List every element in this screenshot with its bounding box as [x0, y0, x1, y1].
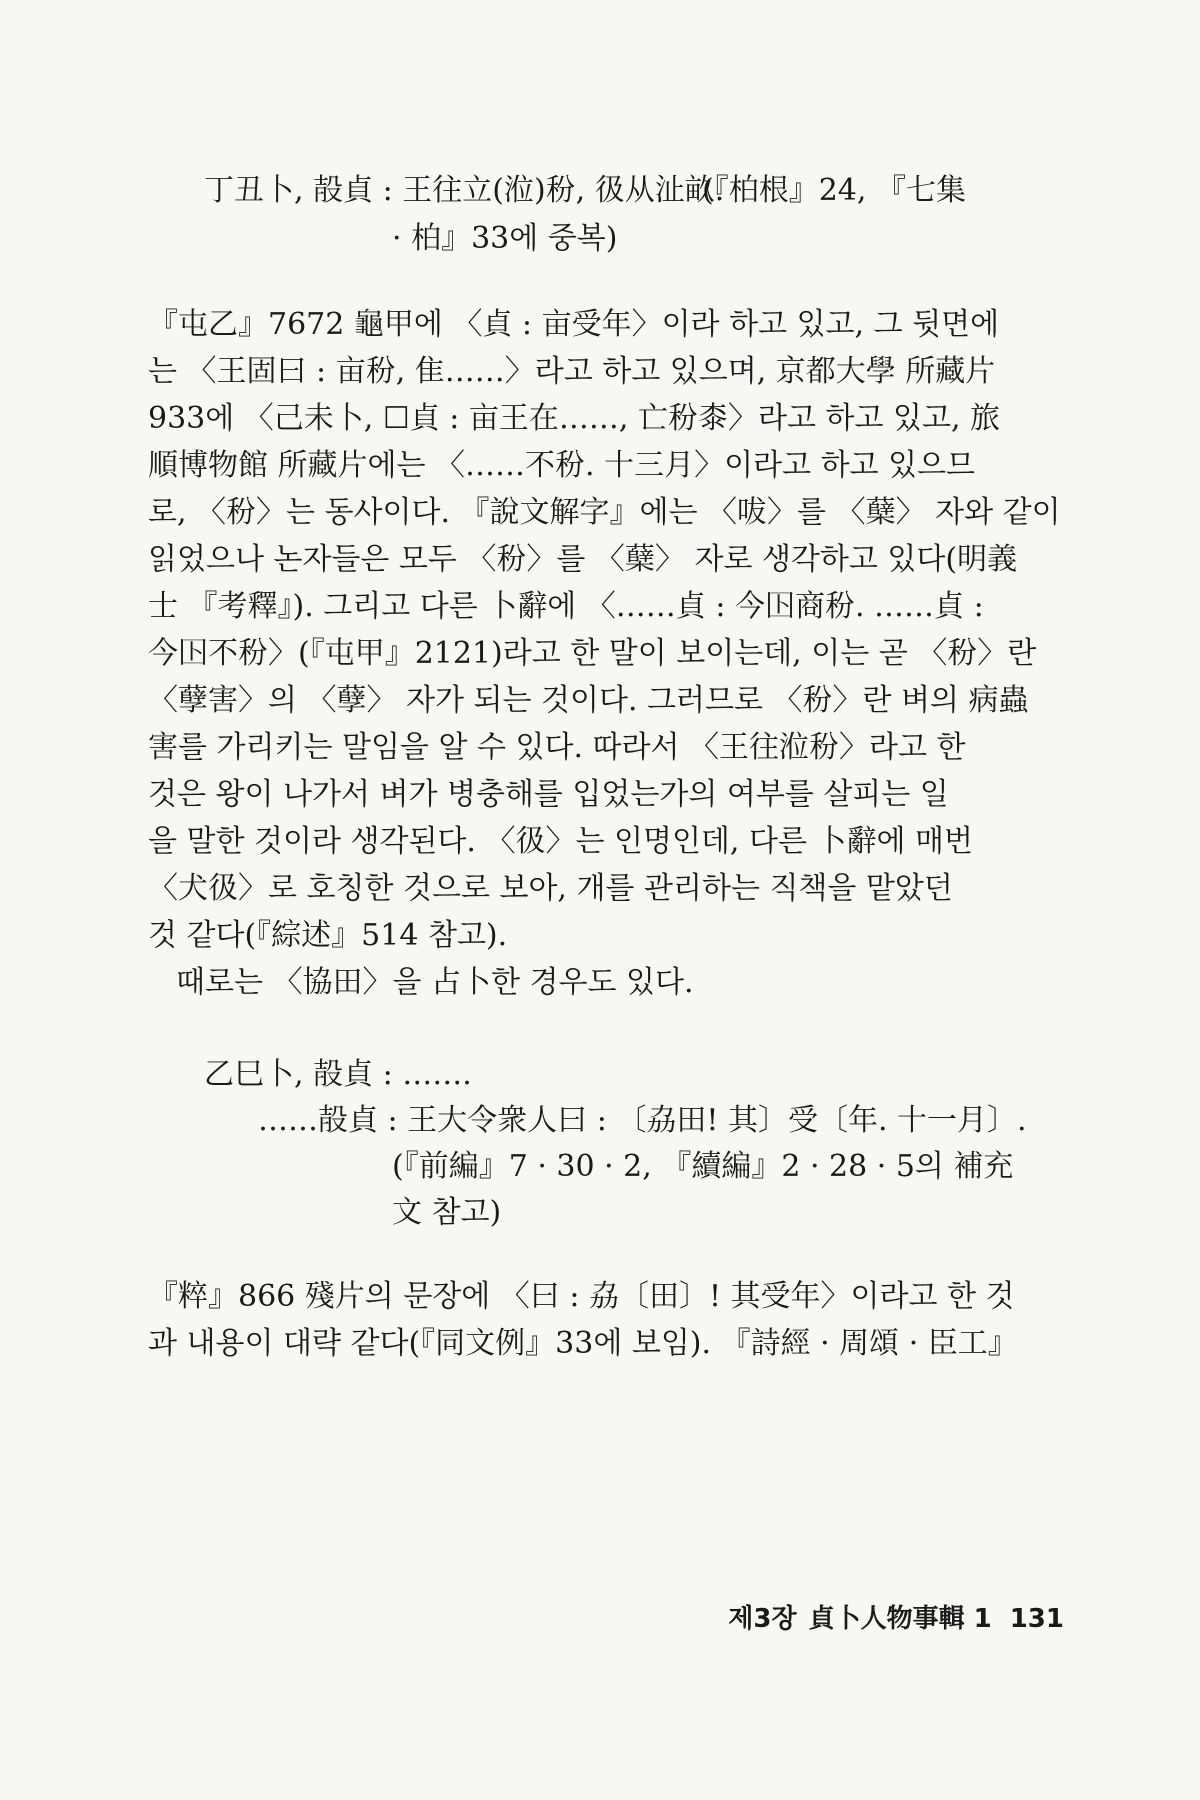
quote2-line-1: 乙巳卜, 㱿貞 : …….: [204, 1057, 472, 1092]
quote2-reference: (『前編』7 · 30 · 2, 『續編』2 · 28 · 5의 補充: [392, 1149, 1014, 1184]
quote1-text: 丁丑卜, 㱿貞 : 王往立(涖)秎, 彶从沚畝.: [204, 173, 725, 208]
running-footer: [728, 1598, 1064, 1635]
para1-line-8: 今𡆥不秎〉(『屯甲』2121)라고 한 말이 보이는데, 이는 곧 〈秎〉란: [148, 636, 1037, 671]
para1-line-6: 읽었으나 논자들은 모두 〈秎〉를 〈蘖〉 자로 생각하고 있다(明義: [148, 542, 1018, 577]
para3-line-2: 과 내용이 대략 같다(『同文例』33에 보임). 『詩經 · 周頌 · 臣工』: [148, 1326, 1018, 1361]
para2-text: 때로는 〈協田〉을 占卜한 경우도 있다.: [176, 965, 694, 1000]
para1-line-2: 는 〈王固曰 : 亩秎, 隹……〉라고 하고 있으며, 京都大學 所藏片: [148, 354, 996, 389]
para1-line-4: 順博物館 所藏片에는 〈……不秎. 十三月〉이라고 하고 있으므: [148, 448, 976, 483]
quote2-reference-cont: 文 참고): [392, 1195, 502, 1230]
page-number: 131: [1009, 1604, 1064, 1634]
footer-chapter: 제3장: [728, 1604, 797, 1634]
quote1-reference: (『柏根』24, 『七集: [702, 173, 966, 208]
para1-line-13: 〈犬彶〉로 호칭한 것으로 보아, 개를 관리하는 직책을 맡았던: [148, 871, 953, 906]
para1-line-10: 害를 가리키는 말임을 알 수 있다. 따라서 〈王往涖秎〉라고 한: [148, 730, 966, 765]
para1-line-1: 『屯乙』7672 龜甲에 〈貞 : 亩受年〉이라 하고 있고, 그 뒷면에: [148, 307, 1000, 342]
footer-title: 貞卜人物事輯 1: [808, 1604, 992, 1634]
para1-line-7: 士 『考釋』). 그리고 다른 卜辭에 〈……貞 : 今𡆥商秎. ……貞 :: [148, 589, 984, 624]
para1-line-11: 것은 왕이 나가서 벼가 병충해를 입었는가의 여부를 살피는 일: [148, 777, 949, 812]
para1-line-5: 로, 〈秎〉는 동사이다. 『說文解字』에는 〈㕹〉를 〈蘖〉 자와 같이: [148, 495, 1061, 530]
quote2-line-2: ……㱿貞 : 王大令衆人曰 : 〔劦田! 其〕受〔年. 十一月〕.: [258, 1103, 1027, 1138]
para1-line-14: 것 같다(『綜述』514 참고).: [148, 918, 508, 953]
para1-line-12: 을 말한 것이라 생각된다. 〈彶〉는 인명인데, 다른 卜辭에 매번: [148, 824, 973, 859]
para1-line-3: 933에 〈己未卜, ☐貞 : 亩王在……, 亡秎桼〉라고 하고 있고, 旅: [148, 401, 1001, 436]
para1-line-9: 〈孽害〉의 〈孽〉 자가 되는 것이다. 그러므로 〈秎〉란 벼의 病蟲: [148, 683, 1029, 718]
para3-line-1: 『粹』866 殘片의 문장에 〈曰 : 劦〔田〕! 其受年〉이라고 한 것: [148, 1279, 1015, 1314]
quote1-reference-cont: · 柏』33에 중복): [392, 221, 618, 256]
